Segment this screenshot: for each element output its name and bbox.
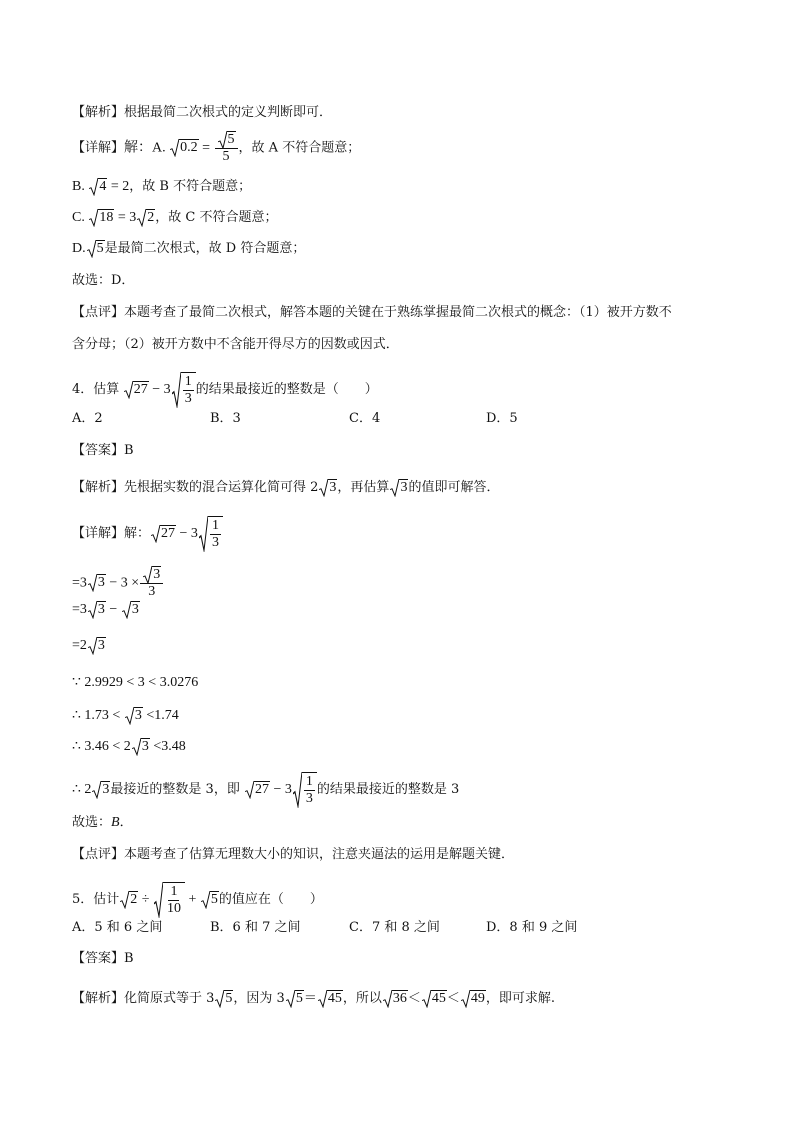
analysis-text: 根据最简二次根式的定义判断即可． <box>124 105 333 120</box>
step-4: ∵ 2.9929 < 3 < 3.0276 <box>72 675 199 690</box>
divide-sign: ÷ <box>141 891 150 907</box>
fraction <box>215 131 238 165</box>
comment-line-1 <box>72 306 672 319</box>
answer-tag: 【答案】 <box>72 951 125 966</box>
radicand: 3 <box>97 638 105 653</box>
radicand: 3 <box>400 480 408 495</box>
step-prefix: ∴ 2 <box>72 781 92 797</box>
step-mid: − <box>109 602 118 617</box>
sqrt-expression <box>120 891 138 908</box>
answer-value: B <box>124 443 134 458</box>
question-4-suffix: 的结果最接近的整数是（ ） <box>195 381 378 397</box>
comment-4 <box>72 848 514 861</box>
analysis-suffix: ，即可求解. <box>485 991 556 1006</box>
analysis-mid: ，因为 3 <box>233 991 285 1006</box>
sqrt-fraction <box>199 516 223 551</box>
step-mid: 最接近的整数是 3，即 <box>110 781 240 797</box>
answer-tag: 【答案】 <box>72 443 125 458</box>
line-c-equals: = 3 <box>117 210 137 225</box>
radicand: 18 <box>99 210 114 225</box>
analysis-text: 先根据实数的混合运算化简可得 2 <box>124 480 319 495</box>
question-4-prefix: 4．估算 <box>72 381 120 397</box>
step-5 <box>72 707 179 724</box>
option-b[interactable]: B．6 和 7 之间 <box>210 920 301 935</box>
line-b-prefix: B. <box>72 179 85 194</box>
radicand: 2 <box>130 891 138 907</box>
comment-text: 本题考查了估算无理数大小的知识，注意夹逼法的运用是解题关键． <box>124 847 515 862</box>
line-b <box>72 178 251 195</box>
detail-tag: 【详解】 <box>72 140 125 156</box>
step-prefix: =2 <box>72 638 87 653</box>
sqrt-expression <box>92 781 110 798</box>
minus-sign: − 3 <box>179 525 198 541</box>
answer-5 <box>72 952 134 965</box>
option-a[interactable]: A．2 <box>72 411 103 426</box>
minus-sign: − 3 <box>152 381 171 397</box>
numerator: 3 <box>153 567 161 582</box>
question-4 <box>72 372 378 407</box>
sqrt-expression <box>422 990 447 1007</box>
denominator: 3 <box>184 391 192 407</box>
sqrt-expression <box>88 574 106 591</box>
radicand: 5 <box>295 991 303 1006</box>
sqrt-fraction <box>293 772 317 807</box>
denominator: 3 <box>211 535 219 551</box>
option-c[interactable]: C．4 <box>349 411 381 426</box>
question-5-suffix: 的值应在（ ） <box>218 891 323 907</box>
line-c-prefix: C. <box>72 210 85 225</box>
comment-line-1b: 含分母；（2）被开方数中不含能开得尽方的因数或因式． <box>72 337 399 352</box>
denominator: 5 <box>222 149 230 165</box>
denominator: 3 <box>148 584 156 600</box>
step-7 <box>72 772 459 807</box>
analysis-suffix: 的值即可解答． <box>408 480 500 495</box>
line-b-suffix: ，故 B 不符合题意； <box>129 179 252 194</box>
radicand: 5 <box>210 891 218 907</box>
choice-suffix: ． <box>119 815 133 830</box>
analysis-4 <box>72 479 499 496</box>
sqrt-expression <box>390 479 408 496</box>
detail-tag: 【详解】 <box>72 525 125 541</box>
option-d[interactable]: D．8 和 9 之间 <box>486 920 578 935</box>
step-3 <box>72 637 106 654</box>
detail-suffix: ，故 A 不符合题意； <box>238 140 361 156</box>
analysis-mid-2: ，所以 <box>342 991 382 1006</box>
sqrt-expression <box>286 990 304 1007</box>
radicand: 27 <box>161 525 176 541</box>
sqrt-expression <box>383 990 408 1007</box>
radicand: 49 <box>470 991 485 1006</box>
analysis-text: 化简原式等于 3 <box>124 991 215 1006</box>
sqrt-expression <box>215 990 233 1007</box>
sqrt-expression <box>170 139 199 156</box>
radicand: 0.2 <box>180 140 198 156</box>
sqrt-expression <box>89 178 107 195</box>
step-mid: − 3 × <box>109 575 140 591</box>
sqrt-expression <box>151 525 176 542</box>
answer-value: B <box>124 951 134 966</box>
equals-sign: = <box>202 140 211 156</box>
sqrt-fraction <box>154 882 185 917</box>
radicand: 5 <box>96 241 104 256</box>
choice-line-4 <box>72 816 133 830</box>
radicand: 3 <box>329 480 337 495</box>
option-c[interactable]: C．7 和 8 之间 <box>349 920 440 935</box>
step-suffix: 的结果最接近的整数是 3 <box>316 781 460 797</box>
numerator: 1 <box>304 774 315 791</box>
step-suffix: <3.48 <box>153 739 186 754</box>
question-5-prefix: 5．估计 <box>72 891 120 907</box>
numerator: 1 <box>168 884 179 901</box>
analysis-line-1 <box>72 106 332 119</box>
step-6 <box>72 738 186 755</box>
line-d-prefix: D. <box>72 241 86 256</box>
sqrt-fraction <box>172 372 196 407</box>
denominator: 10 <box>166 901 181 917</box>
line-d-suffix: 是最简二次根式，故 D 符合题意； <box>104 241 306 256</box>
choice-prefix: 故选： <box>72 815 112 830</box>
radicand: 3 <box>97 602 105 617</box>
radicand: 27 <box>133 381 148 397</box>
sqrt-expression <box>87 240 105 257</box>
radicand: 45 <box>431 991 446 1006</box>
line-c-suffix: ，故 C 不符合题意； <box>155 210 278 225</box>
step-prefix: ∴ 3.46 < 2 <box>72 739 131 754</box>
comment-text: 本题考查了最简二次根式，解答本题的关键在于熟练掌握最简二次根式的概念：（1）被开方数不 <box>124 305 672 320</box>
step-suffix: <1.74 <box>146 708 179 723</box>
analysis-tag: 【解析】 <box>72 105 125 120</box>
sqrt-expression <box>318 990 343 1007</box>
option-d[interactable]: D．5 <box>486 411 518 426</box>
numerator: 1 <box>210 518 221 535</box>
radicand: 27 <box>254 781 269 797</box>
equals-sign: ＝ <box>303 991 317 1006</box>
choice-value: B <box>111 815 120 830</box>
line-c <box>72 209 277 226</box>
less-than-sign: ＜ <box>407 991 421 1006</box>
option-a[interactable]: A．5 和 6 之间 <box>72 920 163 935</box>
sqrt-expression <box>132 738 150 755</box>
sqrt-expression <box>124 381 149 398</box>
radicand: 5 <box>225 991 233 1006</box>
question-5 <box>72 882 323 917</box>
sqrt-expression <box>461 990 486 1007</box>
analysis-5 <box>72 990 555 1007</box>
step-prefix: =3 <box>72 575 87 591</box>
radicand: 3 <box>97 575 105 591</box>
line-d <box>72 240 305 257</box>
radicand: 3 <box>131 602 139 617</box>
fraction <box>140 566 163 600</box>
radicand: 36 <box>392 991 407 1006</box>
step-prefix: ∴ 1.73 < <box>72 708 121 723</box>
detail-prefix: 解：A. <box>124 140 166 156</box>
less-than-sign: ＜ <box>446 991 460 1006</box>
sqrt-expression <box>88 601 106 618</box>
comment-tag: 【点评】 <box>72 305 125 320</box>
sqrt-expression <box>89 209 114 226</box>
answer-4 <box>72 444 134 457</box>
minus-sign: − 3 <box>273 781 292 797</box>
radicand: 2 <box>147 210 155 225</box>
sqrt-expression <box>88 637 106 654</box>
step-2 <box>72 601 140 618</box>
analysis-mid: ，再估算 <box>337 480 390 495</box>
sqrt-expression <box>122 601 140 618</box>
step-prefix: =3 <box>72 602 87 617</box>
step-1 <box>72 566 164 600</box>
line-b-equals: = 2 <box>110 179 130 194</box>
detail-4 <box>72 516 223 551</box>
denominator: 3 <box>305 791 313 807</box>
sqrt-expression <box>245 781 270 798</box>
radicand: 45 <box>327 991 342 1006</box>
option-b[interactable]: B．3 <box>210 411 241 426</box>
sqrt-expression <box>137 209 155 226</box>
numerator: 1 <box>183 374 194 391</box>
radicand: 4 <box>99 179 107 194</box>
plus-sign: + <box>188 891 197 907</box>
comment-tag: 【点评】 <box>72 847 125 862</box>
analysis-tag: 【解析】 <box>72 991 125 1006</box>
choice-line-1: 故选：D． <box>72 273 135 288</box>
sqrt-expression <box>125 707 143 724</box>
radicand: 3 <box>141 739 149 754</box>
radicand: 3 <box>134 708 142 723</box>
radicand: 3 <box>102 781 110 797</box>
detail-line-1 <box>72 131 360 165</box>
detail-prefix: 解： <box>124 525 151 541</box>
numerator: 5 <box>227 132 235 147</box>
sqrt-expression <box>201 891 219 908</box>
analysis-tag: 【解析】 <box>72 480 125 495</box>
sqrt-expression <box>319 479 337 496</box>
